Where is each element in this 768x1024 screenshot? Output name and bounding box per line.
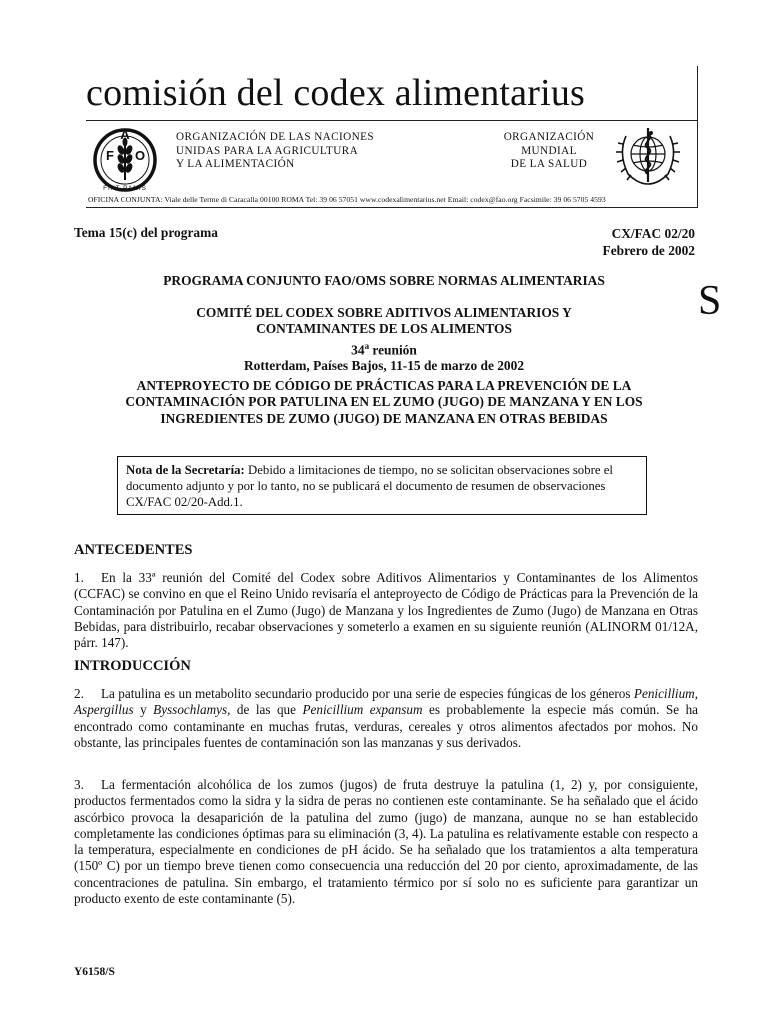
committee-name-line-1: COMITÉ DEL CODEX SOBRE ADITIVOS ALIMENTARIOS Y: [196, 305, 572, 320]
session-ordinal: 34: [351, 342, 365, 358]
who-name-line-2: MUNDIAL: [521, 144, 577, 157]
secretariat-note: [117, 456, 647, 515]
secretariat-note-label: Nota de la Secretaría:: [126, 463, 245, 477]
document-title-line-3: INGREDIENTES DE ZUMO (JUGO) DE MANZANA EN OTRAS BEBIDAS: [160, 410, 608, 426]
who-name-line-3: DE LA SALUD: [510, 158, 588, 170]
fao-logo-letter-a: A: [120, 127, 130, 142]
wheat-ear-icon: [116, 138, 134, 181]
paragraph-3: [74, 777, 698, 907]
programme-title: PROGRAMA CONJUNTO FAO/OMS SOBRE NORMAS ALIMENTARIAS: [163, 273, 605, 288]
document-title-line-2: CONTAMINACIÓN POR PATULINA EN EL ZUMO (JUGO) DE MANZANA Y EN LOS: [125, 394, 643, 410]
paragraph-number: 2.: [74, 686, 84, 701]
fao-logo-motto: FIAT PANIS: [103, 185, 147, 192]
genus-name: Byssochlamys: [153, 702, 228, 718]
session-number: [74, 338, 694, 359]
session-ordinal-suffix: a: [364, 340, 370, 351]
fao-logo: [88, 124, 162, 194]
document-code: CX/FAC 02/20: [611, 226, 695, 241]
who-organization-name: [496, 131, 602, 172]
section-heading-antecedentes: ANTECEDENTES: [74, 542, 193, 558]
fao-name-line-3: Y LA ALIMENTACIÓN: [176, 158, 295, 170]
who-emblem: [608, 124, 688, 188]
staff-of-asclepius-icon: [646, 128, 653, 182]
document-title-line-1: ANTEPROYECTO DE CÓDIGO DE PRÁCTICAS PARA LA PREVENCIÓN DE LA: [136, 378, 632, 393]
joint-office-contact-line: OFICINA CONJUNTA: Viale delle Terme di Caracalla 00100 ROMA Tel: 39 06 57051 www.codexalimentarius.net Email: codex@fao.org Facsimile: 39 06 5705 4593: [88, 195, 606, 204]
masthead-title: comisión del codex alimentarius: [86, 72, 586, 114]
who-name-line-1: ORGANIZACIÓN: [503, 131, 595, 143]
paragraph-2: [74, 686, 698, 751]
paragraph-text: es probablemente la especie más común. Se ha encontrado como contaminante en muchas frutas, verduras, cereales y otros alimentos afectados por mohos. No obstante, las principales fuentes de contaminación son las manzanas y sus derivados.: [74, 702, 699, 750]
fao-name-line-2: UNIDAS PARA LA AGRICULTURA: [176, 144, 359, 157]
fao-logo-letter-f: F: [106, 148, 114, 163]
paragraph-1: [74, 570, 698, 651]
language-mark: S: [698, 278, 722, 324]
paragraph-text: ,: [694, 686, 698, 701]
fao-logo-letter-o: O: [134, 148, 146, 163]
paragraph-number: 1.: [74, 570, 84, 585]
genus-name: Aspergillus: [74, 702, 134, 718]
secretariat-note-text: Debido a limitaciones de tiempo, no se solicitan observaciones sobre el documento adjunto y por lo tanto, no se publicará el documento de resumen de observaciones CX/FAC 02/20-Add.1.: [126, 463, 613, 509]
document-reference: [603, 225, 695, 259]
fao-name-line-1: ORGANIZACIÓN DE LAS NACIONES: [176, 131, 374, 143]
paragraph-text: En la 33ª reunión del Comité del Codex sobre Aditivos Alimentarios y Contaminantes de los Alimentos (CCFAC) se convino en que el Reino Unido revisaría el anteproyecto de Código de Prácticas para la Prevención de la Contaminación por Patulina en el Zumo (Jugo) de Manzana y los Ingredientes de Zumo (Jugo) de Manzana en Otras Bebidas, para distribuirlo, recabar observaciones y someterlo a examen en su siguiente reunión (ALINORM 01/12A, párr. 147).: [74, 570, 698, 651]
fao-organization-name: [176, 131, 374, 172]
committee-block: [74, 305, 694, 375]
species-name: Penicillium expansum: [302, 702, 423, 718]
document-date: Febrero de 2002: [602, 243, 695, 258]
genus-name: Penicillium: [633, 686, 695, 701]
paragraph-number: 3.: [74, 777, 84, 792]
masthead-divider: [86, 120, 698, 121]
agenda-item: Tema 15(c) del programa: [74, 225, 218, 240]
masthead-bottom-rule: [86, 207, 698, 208]
session-venue: Rotterdam, Países Bajos, 11-15 de marzo de 2002: [243, 358, 525, 374]
document-footer-code: Y6158/S: [74, 966, 115, 978]
section-heading-introduccion: INTRODUCCIÓN: [74, 658, 191, 674]
paragraph-text: , de las que: [227, 702, 303, 718]
committee-name-line-2: CONTAMINANTES DE LOS ALIMENTOS: [256, 321, 512, 337]
paragraph-text: La patulina es un metabolito secundario producido por una serie de especies fúngicas de los géneros: [101, 686, 634, 701]
masthead-vertical-rule: [697, 66, 698, 208]
document-title: [74, 378, 694, 427]
paragraph-text: La fermentación alcohólica de los zumos (jugos) de fruta destruye la patulina (1, 2) y, por consiguiente, productos fermentados como la sidra y la sidra de peras no contienen este contaminante. Se ha señalado que el ácido ascórbico provoca la desaparición de la patulina del zumo (jugo) de manzana, aunque no se han establecido completamente las condiciones óptimas para su eliminación (3, 4). La patulina es relativamente estable con respecto a la temperatura, especialmente en condiciones de pH ácido. Se ha señalado que los tratamientos a alta temperatura (150º C) por un tiempo breve tienen como consecuencia una reducción del 20 por ciento, aproximadamente, de las concentraciones de patulina. Sin embargo, el tratamiento térmico por sí solo no es suficiente para garantizar un producto exento de este contaminante (5).: [74, 777, 698, 907]
paragraph-text: y: [133, 702, 154, 718]
session-label: reunión: [369, 342, 417, 358]
